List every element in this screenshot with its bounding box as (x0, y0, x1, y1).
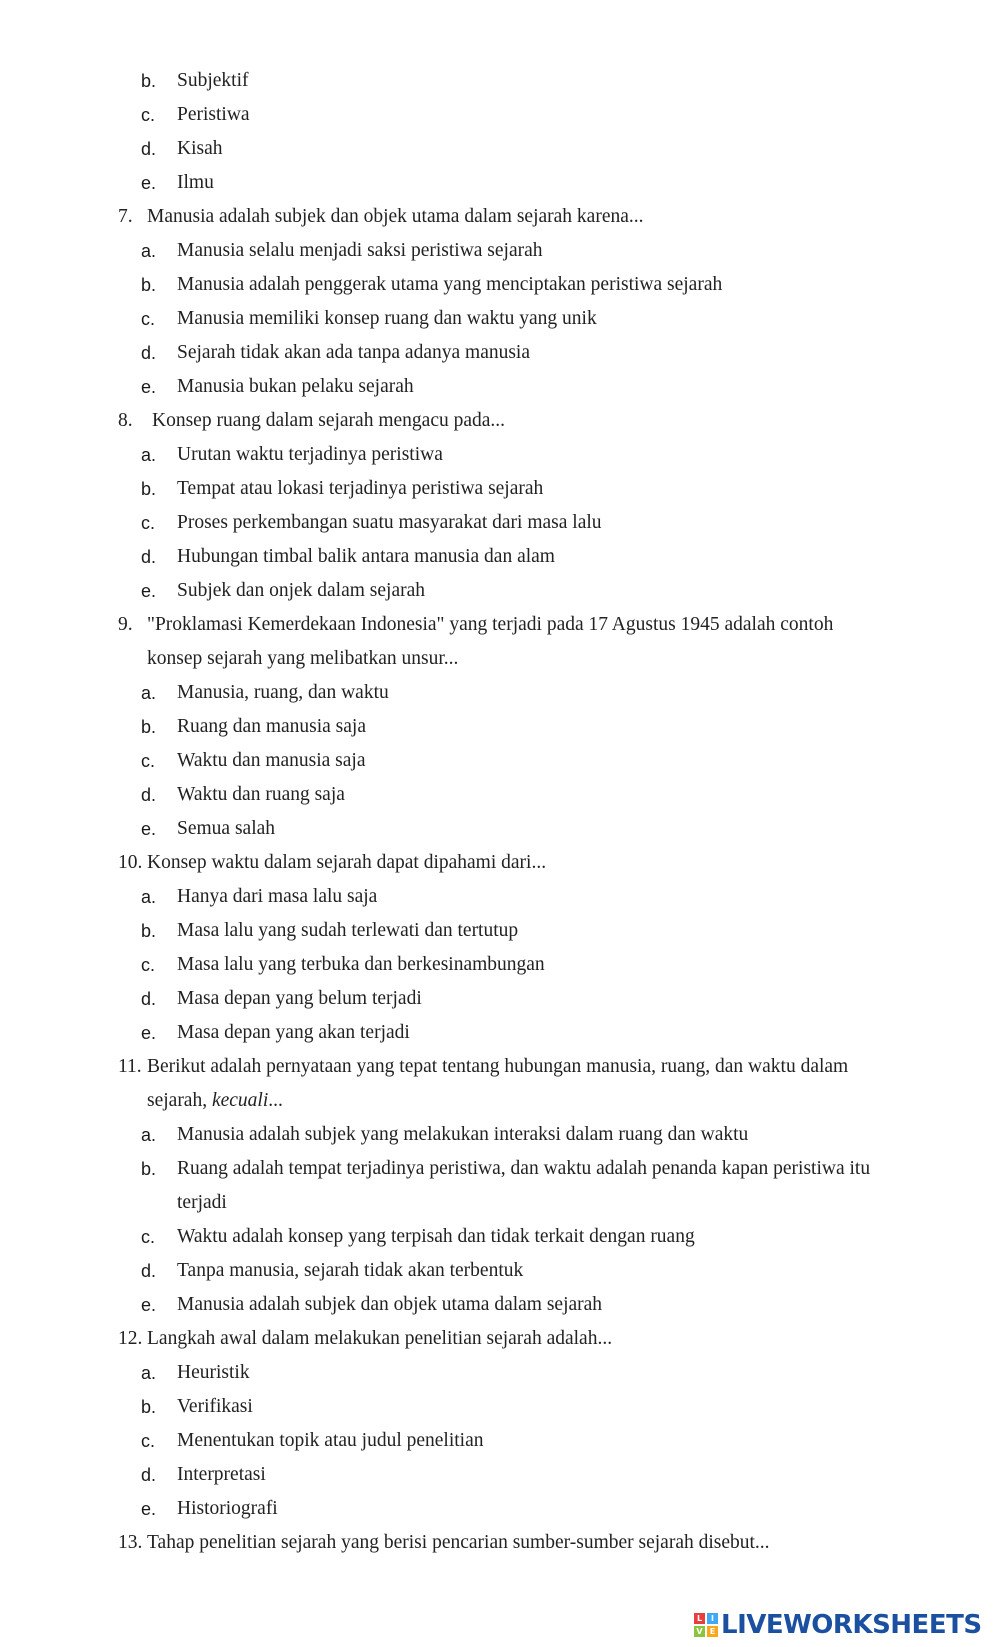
option-letter: c. (141, 1431, 156, 1451)
option-text: Manusia bukan pelaku sejarah (177, 376, 414, 397)
option-text: Subjektif (177, 70, 249, 91)
option-text: Manusia, ruang, dan waktu (177, 682, 389, 703)
question-number: 11. (118, 1056, 142, 1077)
option-letter: a. (141, 683, 157, 703)
option-letter: d. (141, 1465, 157, 1485)
question-text: Langkah awal dalam melakukan penelitian sejarah adalah... (147, 1328, 613, 1349)
option-letter: a. (141, 1125, 157, 1145)
option-letter: b. (141, 717, 157, 737)
option-text: Hubungan timbal balik antara manusia dan alam (177, 546, 555, 567)
option-text: Waktu dan manusia saja (177, 750, 366, 771)
option-letter: c. (141, 105, 156, 125)
option-text: Ilmu (177, 172, 214, 193)
option-letter: c. (141, 751, 156, 771)
option-letter: e. (141, 581, 157, 601)
option-text: Tempat atau lokasi terjadinya peristiwa sejarah (177, 478, 544, 499)
option-letter: e. (141, 1499, 157, 1519)
option-letter: e. (141, 819, 157, 839)
option-letter: c. (141, 955, 156, 975)
option-letter: e. (141, 173, 157, 193)
option-letter: d. (141, 139, 157, 159)
option-letter: c. (141, 513, 156, 533)
option-text: Ruang dan manusia saja (177, 716, 366, 737)
question-text: "Proklamasi Kemerdekaan Indonesia" yang terjadi pada 17 Agustus 1945 adalah contoh (147, 614, 834, 635)
option-text: Waktu adalah konsep yang terpisah dan tidak terkait dengan ruang (177, 1226, 695, 1247)
logo-block: L (694, 1613, 705, 1624)
option-text: Masa depan yang akan terjadi (177, 1022, 410, 1043)
question-text-suffix: ... (268, 1090, 283, 1111)
option-text: Masa depan yang belum terjadi (177, 988, 422, 1009)
question-text: Tahap penelitian sejarah yang berisi pencarian sumber-sumber sejarah disebut... (147, 1532, 770, 1553)
option-text: Urutan waktu terjadinya peristiwa (177, 444, 443, 465)
option-text: Verifikasi (177, 1396, 253, 1417)
option-letter: a. (141, 241, 157, 261)
option-text: Peristiwa (177, 104, 250, 125)
option-text: Semua salah (177, 818, 276, 839)
option-letter: d. (141, 785, 157, 805)
option-letter: a. (141, 887, 157, 907)
logo-blocks-icon (694, 1613, 718, 1637)
option-text: Hanya dari masa lalu saja (177, 886, 378, 907)
option-letter: e. (141, 1295, 157, 1315)
option-letter: e. (141, 377, 157, 397)
option-text: Manusia memiliki konsep ruang dan waktu yang unik (177, 308, 597, 329)
option-text: Waktu dan ruang saja (177, 784, 345, 805)
option-text: Historiografi (177, 1498, 278, 1519)
question-text-prefix: sejarah, (147, 1090, 212, 1111)
option-text: Tanpa manusia, sejarah tidak akan terbentuk (177, 1260, 524, 1281)
option-text: Masa lalu yang terbuka dan berkesinambungan (177, 954, 545, 975)
question-number: 9. (118, 614, 133, 635)
option-letter: c. (141, 309, 156, 329)
option-text: Manusia adalah penggerak utama yang menciptakan peristiwa sejarah (177, 274, 723, 295)
option-text: Sejarah tidak akan ada tanpa adanya manusia (177, 342, 531, 363)
option-letter: b. (141, 921, 157, 941)
option-letter: a. (141, 445, 157, 465)
logo-block: I (707, 1613, 718, 1624)
emphasis-kecuali: kecuali (211, 1090, 269, 1111)
question-number: 12. (118, 1328, 143, 1349)
option-text: Manusia adalah subjek yang melakukan interaksi dalam ruang dan waktu (177, 1124, 749, 1145)
question-text: Berikut adalah pernyataan yang tepat tentang hubungan manusia, ruang, dan waktu dalam (147, 1056, 849, 1077)
option-text-continued: terjadi (177, 1192, 227, 1213)
option-letter: b. (141, 1397, 157, 1417)
option-text: Proses perkembangan suatu masyarakat dari masa lalu (177, 512, 602, 533)
option-letter: a. (141, 1363, 157, 1383)
question-text: Konsep ruang dalam sejarah mengacu pada... (152, 410, 506, 431)
option-letter: d. (141, 989, 157, 1009)
question-text-continued: konsep sejarah yang melibatkan unsur... (147, 648, 459, 669)
option-text: Kisah (177, 138, 223, 159)
option-text: Heuristik (177, 1362, 250, 1383)
option-text: Manusia adalah subjek dan objek utama dalam sejarah (177, 1294, 603, 1315)
option-letter: b. (141, 71, 157, 91)
question-text: Konsep waktu dalam sejarah dapat dipahami dari... (147, 852, 547, 873)
option-letter: d. (141, 547, 157, 567)
question-text: Manusia adalah subjek dan objek utama dalam sejarah karena... (147, 206, 644, 227)
liveworksheets-logo[interactable] (694, 1608, 982, 1642)
option-text: Subjek dan onjek dalam sejarah (177, 580, 426, 601)
question-number: 10. (118, 852, 143, 873)
option-letter: b. (141, 275, 157, 295)
question-number: 13. (118, 1532, 143, 1553)
option-text: Manusia selalu menjadi saksi peristiwa sejarah (177, 240, 543, 261)
option-text: Masa lalu yang sudah terlewati dan tertutup (177, 920, 519, 941)
option-letter: d. (141, 343, 157, 363)
brand-wordmark: LIVEWORKSHEETS (721, 1610, 982, 1640)
option-letter: e. (141, 1023, 157, 1043)
question-text-continued (147, 1089, 283, 1113)
option-letter: b. (141, 479, 157, 499)
option-text: Menentukan topik atau judul penelitian (177, 1430, 484, 1451)
option-letter: b. (141, 1159, 157, 1179)
option-text: Ruang adalah tempat terjadinya peristiwa, dan waktu adalah penanda kapan peristiwa itu (177, 1158, 871, 1179)
question-number: 8. (118, 410, 133, 431)
logo-block: V (694, 1626, 705, 1637)
option-text: Interpretasi (177, 1464, 266, 1485)
logo-block: E (707, 1626, 718, 1637)
option-letter: c. (141, 1227, 156, 1247)
question-number: 7. (118, 206, 133, 227)
option-letter: d. (141, 1261, 157, 1281)
